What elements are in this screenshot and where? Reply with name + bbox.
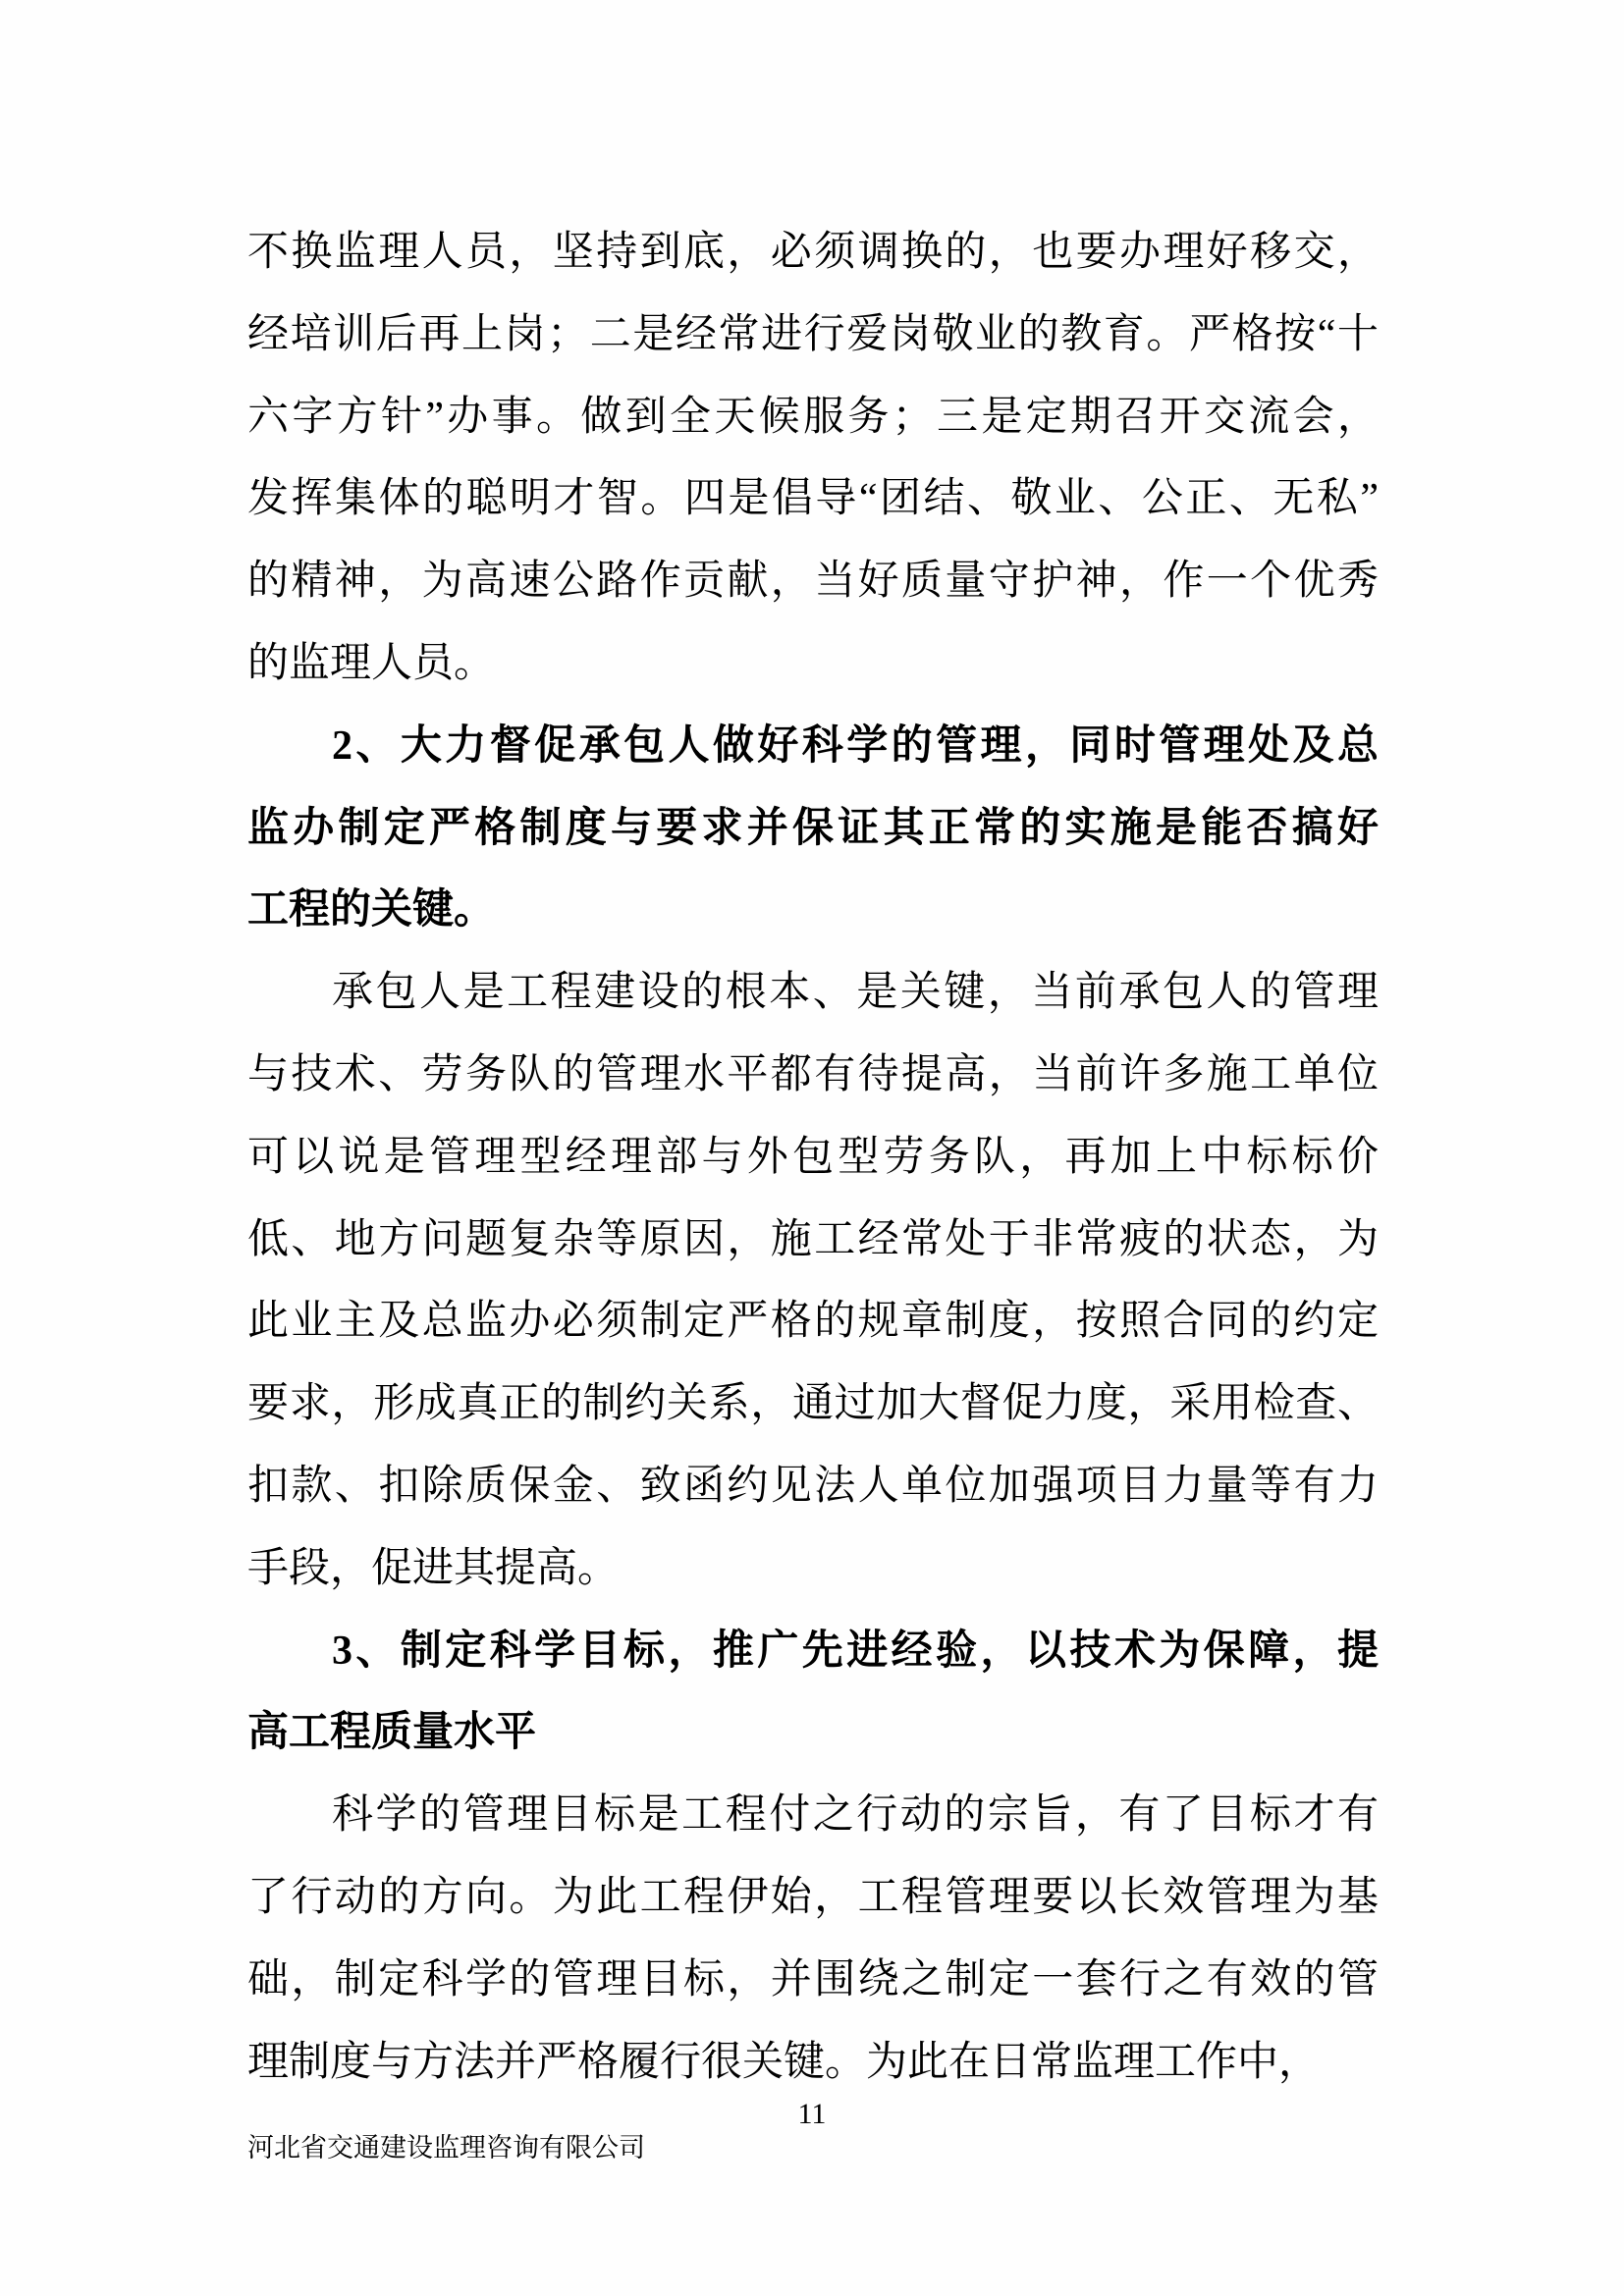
text-line: 高工程质量水平: [247, 1710, 537, 1756]
text-line: 手段，促进其提高。: [247, 1545, 620, 1591]
text-line: 础，制定科学的管理目标，并围绕之制定一套行之有效的管: [247, 1956, 1379, 2002]
text-line: 与技术、劳务队的管理水平都有待提高，当前许多施工单位: [247, 1051, 1379, 1097]
text-line: 理制度与方法并严格履行很关键。为此在日常监理工作中，: [247, 2039, 1321, 2085]
text-line: 承包人是工程建设的根本、是关键，当前承包人的管理: [332, 970, 1379, 1016]
text-line: 监办制定严格制度与要求并保证其正常的实施是能否搞好: [247, 805, 1379, 851]
document-content: [247, 212, 1379, 2104]
text-line: 可以说是管理型经理部与外包型劳务队，再加上中标标价: [247, 1134, 1379, 1180]
text-line: 经培训后再上岗；二是经常进行爱岗敬业的教育。严格按“十: [247, 311, 1379, 357]
heading-item-2: [247, 706, 1379, 952]
text-line: 的精神，为高速公路作贡献，当好质量守护神，作一个优秀: [247, 559, 1379, 605]
paragraph-2: [247, 952, 1379, 1610]
text-line: 发挥集体的聪明才智。四是倡导“团结、敬业、公正、无私”: [247, 476, 1379, 522]
text-line: 科学的管理目标是工程付之行动的宗旨，有了目标才有: [332, 1792, 1379, 1839]
text-line: 不换监理人员，坚持到底，必须调换的，也要办理好移交，: [247, 230, 1379, 275]
text-line: 3、制定科学目标，推广先进经验，以技术为保障，提: [332, 1628, 1379, 1674]
text-line: 扣款、扣除质保金、致函约见法人单位加强项目力量等有力: [247, 1463, 1379, 1509]
text-line: 低、地方问题复杂等原因，施工经常处于非常疲的状态，为: [247, 1216, 1379, 1262]
text-line: 要求，形成真正的制约关系，通过加大督促力度，采用检查、: [247, 1381, 1379, 1427]
heading-item-3: [247, 1611, 1379, 1776]
text-line: 六字方针”办事。做到全天候服务；三是定期召开交流会，: [247, 394, 1379, 440]
text-line: 工程的关键。: [247, 887, 496, 934]
text-line: 2、大力督促承包人做好科学的管理，同时管理处及总: [332, 722, 1379, 769]
text-line: 的监理人员。: [247, 640, 496, 686]
footer-company-name: 河北省交通建设监理咨询有限公司: [247, 2133, 645, 2163]
paragraph-1-continuation: [247, 212, 1379, 706]
text-line: 此业主及总监办必须制定严格的规章制度，按照合同的约定: [247, 1299, 1379, 1345]
paragraph-3: [247, 1775, 1379, 2104]
page-number: 11: [797, 2098, 827, 2130]
text-line: 了行动的方向。为此工程伊始，工程管理要以长效管理为基: [247, 1874, 1379, 1920]
